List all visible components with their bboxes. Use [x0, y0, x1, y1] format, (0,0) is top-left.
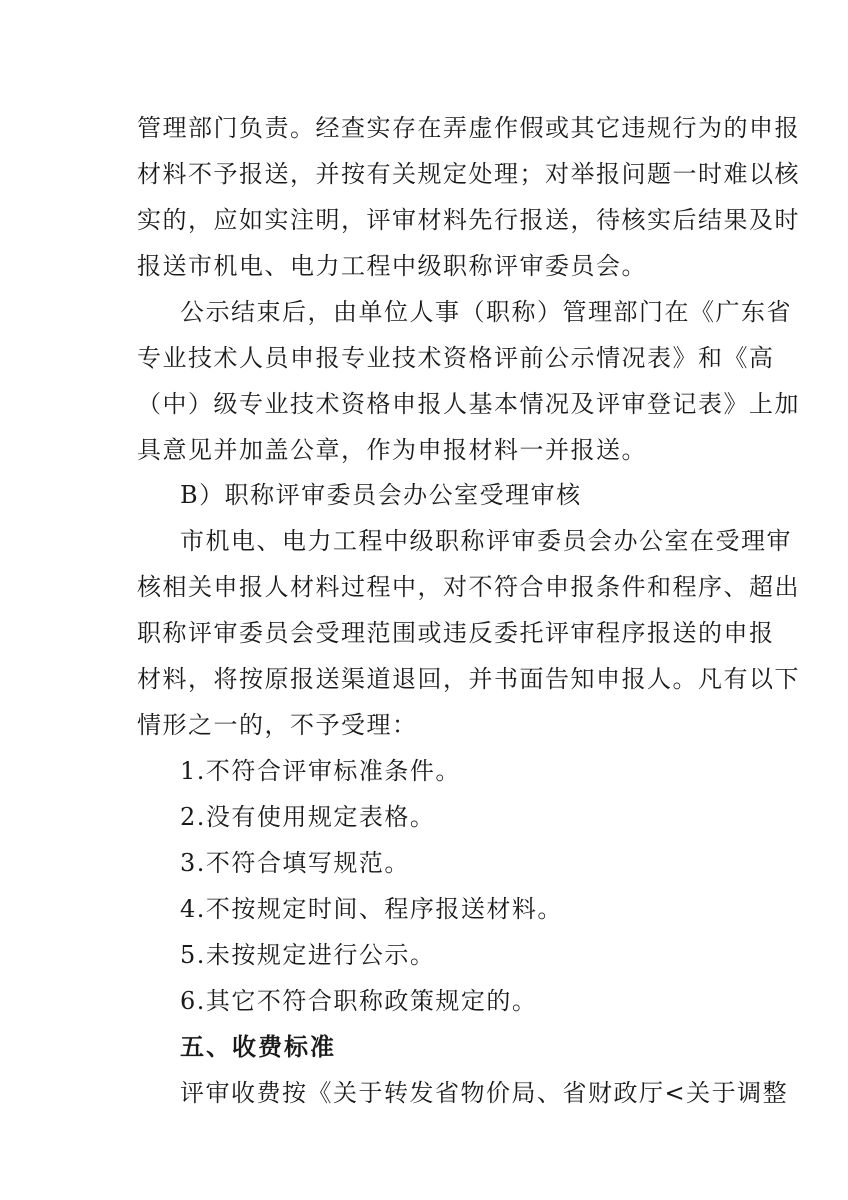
- section-heading: 五、收费标准: [180, 1032, 336, 1061]
- list-item: 3.不符合填写规范。: [180, 849, 410, 877]
- paragraph-line: （中）级专业技术资格申报人基本情况及评审登记表》上加: [137, 390, 800, 418]
- paragraph-line: 公示结束后，由单位人事（职称）管理部门在《广东省: [180, 298, 792, 326]
- paragraph-line: 专业技术人员申报专业技术资格评前公示情况表》和《高: [137, 344, 775, 372]
- paragraph-line: 实的，应如实注明，评审材料先行报送，待核实后结果及时: [137, 206, 800, 234]
- paragraph-line: 评审收费按《关于转发省物价局、省财政厅<关于调整: [180, 1079, 789, 1107]
- paragraph-line: 材料，将按原报送渠道退回，并书面告知申报人。凡有以下: [137, 665, 800, 693]
- list-item: 2.没有使用规定表格。: [180, 803, 436, 831]
- paragraph-line: 市机电、电力工程中级职称评审委员会办公室在受理审: [180, 527, 792, 555]
- list-item: 6.其它不符合职称政策规定的。: [180, 987, 538, 1015]
- list-item: 5.未按规定进行公示。: [180, 941, 436, 969]
- paragraph-line: 具意见并加盖公章，作为申报材料一并报送。: [137, 436, 647, 464]
- list-item: 1.不符合评审标准条件。: [180, 757, 461, 785]
- list-item: 4.不按规定时间、程序报送材料。: [180, 895, 563, 923]
- paragraph-line: 报送市机电、电力工程中级职称评审委员会。: [137, 252, 647, 280]
- paragraph-line: 管理部门负责。经查实存在弄虚作假或其它违规行为的申报: [137, 114, 800, 142]
- paragraph-line: 职称评审委员会受理范围或违反委托评审程序报送的申报: [137, 619, 775, 647]
- section-subheading: B）职称评审委员会办公室受理审核: [180, 481, 582, 509]
- paragraph-line: 核相关申报人材料过程中，对不符合申报条件和程序、超出: [137, 573, 800, 601]
- paragraph-line: 材料不予报送，并按有关规定处理；对举报问题一时难以核: [137, 160, 800, 188]
- paragraph-line: 情形之一的，不予受理：: [137, 711, 418, 739]
